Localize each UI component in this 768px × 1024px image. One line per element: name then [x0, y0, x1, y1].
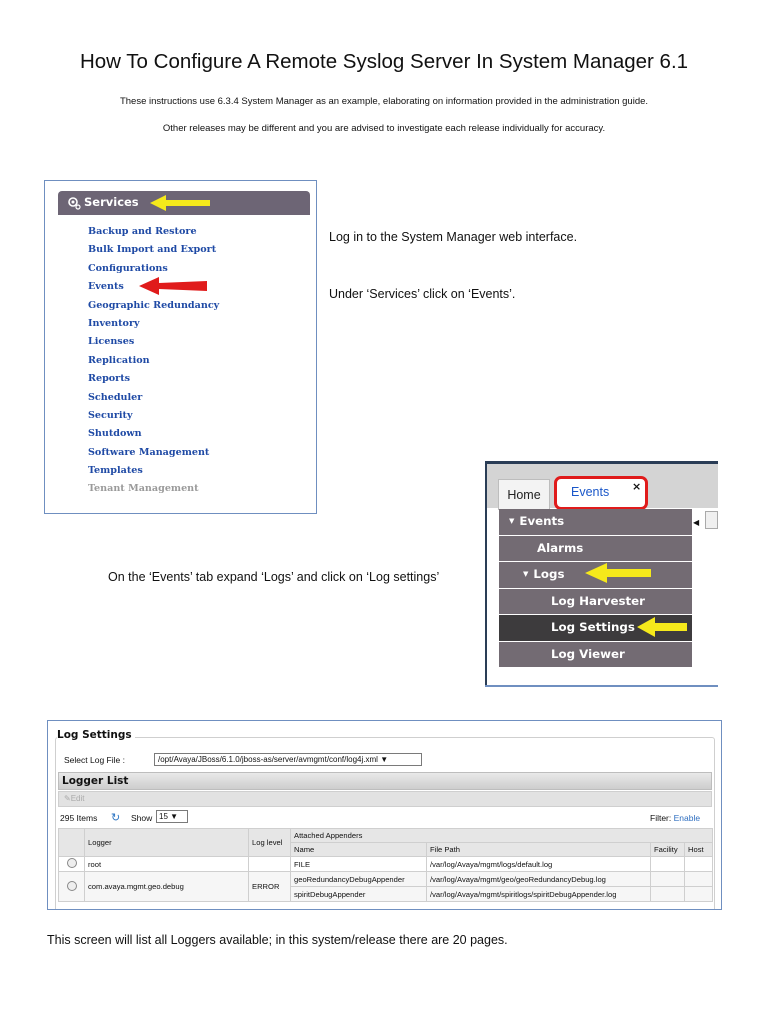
yellow-arrow-icon: [585, 563, 653, 583]
appender-path-cell: /var/log/Avaya/mgmt/spiritlogs/spiritDebugAppender.log: [427, 887, 651, 902]
tab-events[interactable]: [554, 476, 648, 510]
appender-path-cell: /var/log/Avaya/mgmt/logs/default.log: [427, 857, 651, 872]
frame-top-border: [485, 461, 718, 464]
yellow-arrow-icon: [150, 195, 212, 211]
step-expand-logs-text: On the ‘Events’ tab expand ‘Logs’ and click on ‘Log settings’: [108, 570, 440, 584]
nav-item-logs-label: Logs: [533, 567, 565, 581]
services-item-scheduler[interactable]: Scheduler: [88, 391, 143, 403]
tab-home[interactable]: Home: [498, 479, 550, 510]
nav-item-alarms-label: Alarms: [537, 540, 584, 555]
close-icon[interactable]: ×: [632, 480, 642, 493]
row-select-cell: [59, 857, 85, 872]
services-item-replication[interactable]: Replication: [88, 354, 150, 366]
row-radio[interactable]: [67, 858, 77, 868]
table-row[interactable]: [59, 872, 713, 887]
facility-cell: [651, 887, 685, 902]
step-logger-list-text: This screen will list all Loggers available; in this system/release there are 20 pages.: [47, 933, 508, 947]
dropdown-arrow-icon: ▼: [380, 755, 389, 764]
host-column-header[interactable]: Host: [685, 843, 713, 857]
log-file-select-value: /opt/Avaya/JBoss/6.1.0/jboss-as/server/avmgmt/conf/log4j.xml: [158, 755, 378, 764]
facility-cell: [651, 872, 685, 887]
services-item-inventory[interactable]: Inventory: [88, 317, 140, 329]
appender-name-cell: FILE: [291, 857, 427, 872]
nav-item-events-label: Events: [519, 514, 565, 528]
scroll-box[interactable]: [705, 511, 718, 529]
logger-column-header[interactable]: Logger: [85, 829, 249, 857]
yellow-arrow-icon: [637, 617, 689, 637]
log-level-column-header[interactable]: Log level: [249, 829, 291, 857]
logger-cell: root: [85, 857, 249, 872]
select-column-header: [59, 829, 85, 857]
step-login-text: Log in to the System Manager web interface.: [329, 230, 578, 244]
services-header-label: Services: [84, 195, 139, 209]
services-item-tenant-management: Tenant Management: [88, 483, 199, 495]
triangle-down-icon: ▼: [509, 517, 515, 525]
services-item-licenses[interactable]: Licenses: [88, 336, 135, 348]
services-item-security[interactable]: Security: [88, 409, 133, 421]
logger-toolbar: [58, 791, 712, 807]
appender-name-cell: spiritDebugAppender: [291, 887, 427, 902]
show-label: Show: [131, 813, 153, 823]
pencil-icon: ✎: [64, 794, 71, 803]
services-item-templates[interactable]: Templates: [88, 465, 143, 477]
services-header[interactable]: [58, 191, 310, 215]
scroll-left-icon[interactable]: ◀: [693, 518, 700, 527]
services-item-events[interactable]: Events: [88, 281, 124, 293]
intro-line-2: Other releases may be different and you are advised to investigate each release individually for accuracy.: [162, 123, 606, 134]
frame-bottom-border: [485, 685, 718, 687]
attached-appenders-header: Attached Appenders: [291, 829, 713, 843]
triangle-down-icon: ▼: [523, 570, 529, 578]
refresh-icon[interactable]: ↻: [111, 811, 121, 824]
page-size-value: 15: [159, 812, 168, 821]
tab-bar: [487, 464, 718, 508]
log-settings-title: Log Settings: [57, 729, 135, 741]
logger-list-title: Logger List: [62, 775, 129, 787]
logger-list-header: [58, 772, 712, 790]
log-settings-screenshot: [47, 720, 722, 910]
edit-button-label: Edit: [70, 794, 85, 803]
select-log-file-label: Select Log File :: [64, 755, 125, 765]
logger-cell: com.avaya.mgmt.geo.debug: [85, 872, 249, 902]
services-item-backup-restore[interactable]: Backup and Restore: [88, 226, 197, 237]
appender-name-cell: geoRedundancyDebugAppender: [291, 872, 427, 887]
facility-column-header[interactable]: Facility: [651, 843, 685, 857]
file-path-column-header[interactable]: File Path: [427, 843, 651, 857]
nav-item-events[interactable]: [499, 509, 692, 535]
row-radio[interactable]: [67, 881, 77, 891]
services-panel-screenshot: [44, 180, 317, 514]
items-count: 295 Items: [60, 813, 98, 823]
filter-control: [650, 813, 700, 823]
tab-events-label: Events: [571, 485, 610, 499]
services-list: [88, 223, 219, 499]
document-title: How To Configure A Remote Syslog Server In System Manager 6.1: [79, 50, 689, 73]
filter-label: Filter:: [650, 813, 672, 823]
services-item-reports[interactable]: Reports: [88, 373, 131, 385]
log-level-cell: [249, 857, 291, 872]
services-item-software-management[interactable]: Software Management: [88, 446, 210, 458]
services-item-geographic-redundancy[interactable]: Geographic Redundancy: [88, 299, 220, 311]
services-item-bulk-import-export[interactable]: Bulk Import and Export: [88, 244, 217, 256]
nav-item-log-viewer[interactable]: [499, 642, 692, 668]
dropdown-arrow-icon: ▼: [170, 812, 179, 821]
name-column-header[interactable]: Name: [291, 843, 427, 857]
page-size-select[interactable]: [156, 810, 188, 823]
row-select-cell: [59, 872, 85, 902]
filter-enable-link[interactable]: Enable: [673, 813, 701, 823]
frame-left-border: [485, 461, 487, 687]
events-nav-menu: [499, 509, 692, 668]
logger-table: [58, 828, 713, 902]
host-cell: [685, 872, 713, 887]
step-services-events-text: Under ‘Services’ click on ‘Events’.: [329, 287, 516, 301]
host-cell: [685, 857, 713, 872]
host-cell: [685, 887, 713, 902]
nav-item-log-viewer-label: Log Viewer: [551, 646, 625, 661]
edit-button[interactable]: [64, 794, 85, 803]
nav-item-alarms[interactable]: [499, 536, 692, 562]
gear-icon: [67, 196, 81, 210]
table-row[interactable]: [59, 857, 713, 872]
logger-pagination-row: [58, 809, 712, 827]
nav-item-log-harvester[interactable]: [499, 589, 692, 615]
services-item-shutdown[interactable]: Shutdown: [88, 428, 142, 440]
events-panel-screenshot: [485, 461, 718, 687]
red-arrow-icon: [139, 277, 209, 295]
appender-path-cell: /var/log/Avaya/mgmt/geo/geoRedundancyDebug.log: [427, 872, 651, 887]
services-item-configurations[interactable]: Configurations: [88, 262, 168, 274]
nav-item-log-harvester-label: Log Harvester: [551, 593, 645, 608]
facility-cell: [651, 857, 685, 872]
log-file-select[interactable]: [154, 753, 422, 766]
nav-item-log-settings-label: Log Settings: [551, 620, 635, 634]
log-level-cell: ERROR: [249, 872, 291, 902]
intro-line-1: These instructions use 6.3.4 System Manager as an example, elaborating on information provided in the administration guide.: [119, 96, 649, 107]
